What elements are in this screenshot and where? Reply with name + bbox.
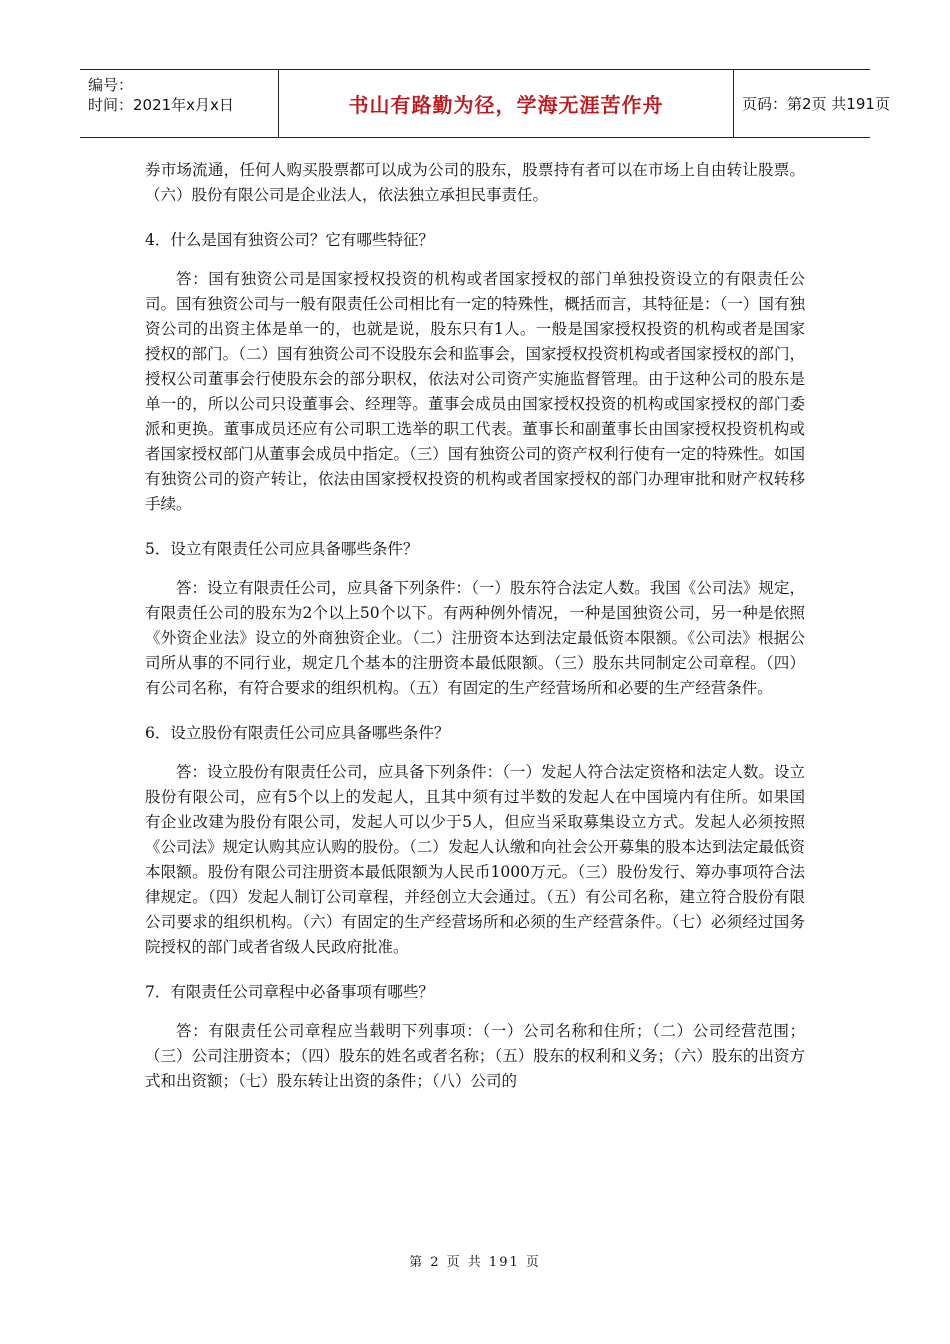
document-body <box>145 158 805 1094</box>
answer-7: 答：有限责任公司章程应当载明下列事项：（一）公司名称和住所；（二）公司经营范围；（三）公司注册资本；（四）股东的姓名或者名称；（五）股东的权利和义务；（六）股东的出资方式和出资额；（七）股东转让出资的条件；（八）公司的 <box>145 1022 805 1090</box>
header-meta <box>80 70 278 137</box>
question-7: 7．有限责任公司章程中必备事项有哪些？ <box>145 983 434 1001</box>
continuation-paragraph: 券市场流通，任何人购买股票都可以成为公司的股东，股票持有者可以在市场上自由转让股票。（六）股份有限公司是企业法人，依法独立承担民事责任。 <box>145 161 805 204</box>
page-header <box>80 69 890 138</box>
answer-6: 答：设立股份有限责任公司，应具备下列条件：（一）发起人符合法定资格和法定人数。设立股份有限公司，应有5个以上的发起人，且其中须有过半数的发起人在中国境内有住所。如果国有企业改建为股份有限公司，发起人可以少于5人，但应当采取募集设立方式。发起人必须按照《公司法》规定认购其应认购的股份。（二）发起人认缴和向社会公开募集的股本达到法定最低资本限额。股份有限公司注册资本最低限额为人民币1000万元。（三）股份发行、筹办事项符合法律规定。（四）发起人制订公司章程，并经创立大会通过。（五）有公司名称，建立符合股份有限公司要求的组织机构。（六）有固定的生产经营场所和必须的生产经营条件。（七）必须经过国务院授权的部门或者省级人民政府批准。 <box>145 763 805 956</box>
header-motto: 书山有路勤为径，学海无涯苦作舟 <box>278 70 734 137</box>
question-4: 4．什么是国有独资公司？它有哪些特征？ <box>145 231 434 249</box>
document-date-label: 时间：2021年x月x日 <box>88 96 234 114</box>
question-5: 5．设立有限责任公司应具备哪些条件？ <box>145 540 419 558</box>
answer-5: 答：设立有限责任公司，应具备下列条件：（一）股东符合法定人数。我国《公司法》规定，有限责任公司的股东为2个以上50个以下。有两种例外情况，一种是国独资公司，另一种是依照《外资企业法》设立的外商独资企业。（二）注册资本达到法定最低资本限额。《公司法》根据公司所从事的不同行业，规定几个基本的注册资本最低限额。（三）股东共同制定公司章程。（四）有公司名称，有符合要求的组织机构。（五）有固定的生产经营场所和必要的生产经营条件。 <box>145 579 805 697</box>
header-page-info: 页码：第2页 共191页 <box>742 95 890 113</box>
question-6: 6．设立股份有限责任公司应具备哪些条件？ <box>145 724 450 742</box>
page-footer: 第 2 页 共 191 页 <box>409 1255 541 1270</box>
answer-4: 答：国有独资公司是国家授权投资的机构或者国家授权的部门单独投资设立的有限责任公司。国有独资公司与一般有限责任公司相比有一定的特殊性，概括而言，其特征是：（一）国有独资公司的出资主体是单一的，也就是说，股东只有1人。一般是国家授权投资的机构或者是国家授权的部门。（二）国有独资公司不设股东会和监事会，国家授权投资机构或者国家授权的部门，授权公司董事会行使股东会的部分职权，依法对公司资产实施监督管理。由于这种公司的股东是单一的，所以公司只设董事会、经理等。董事会成员由国家授权投资的机构或国家授权的部门委派和更换。董事成员还应有公司职工选举的职工代表。董事长和副董事长由国家授权投资机构或者国家授权部门从董事会成员中指定。（三）国有独资公司的资产权利行使有一定的特殊性。如国有独资公司的资产转让，依法由国家授权投资的机构或者国家授权的部门办理审批和财产权转移手续。 <box>145 270 805 513</box>
document-number-label: 编号： <box>88 76 134 94</box>
